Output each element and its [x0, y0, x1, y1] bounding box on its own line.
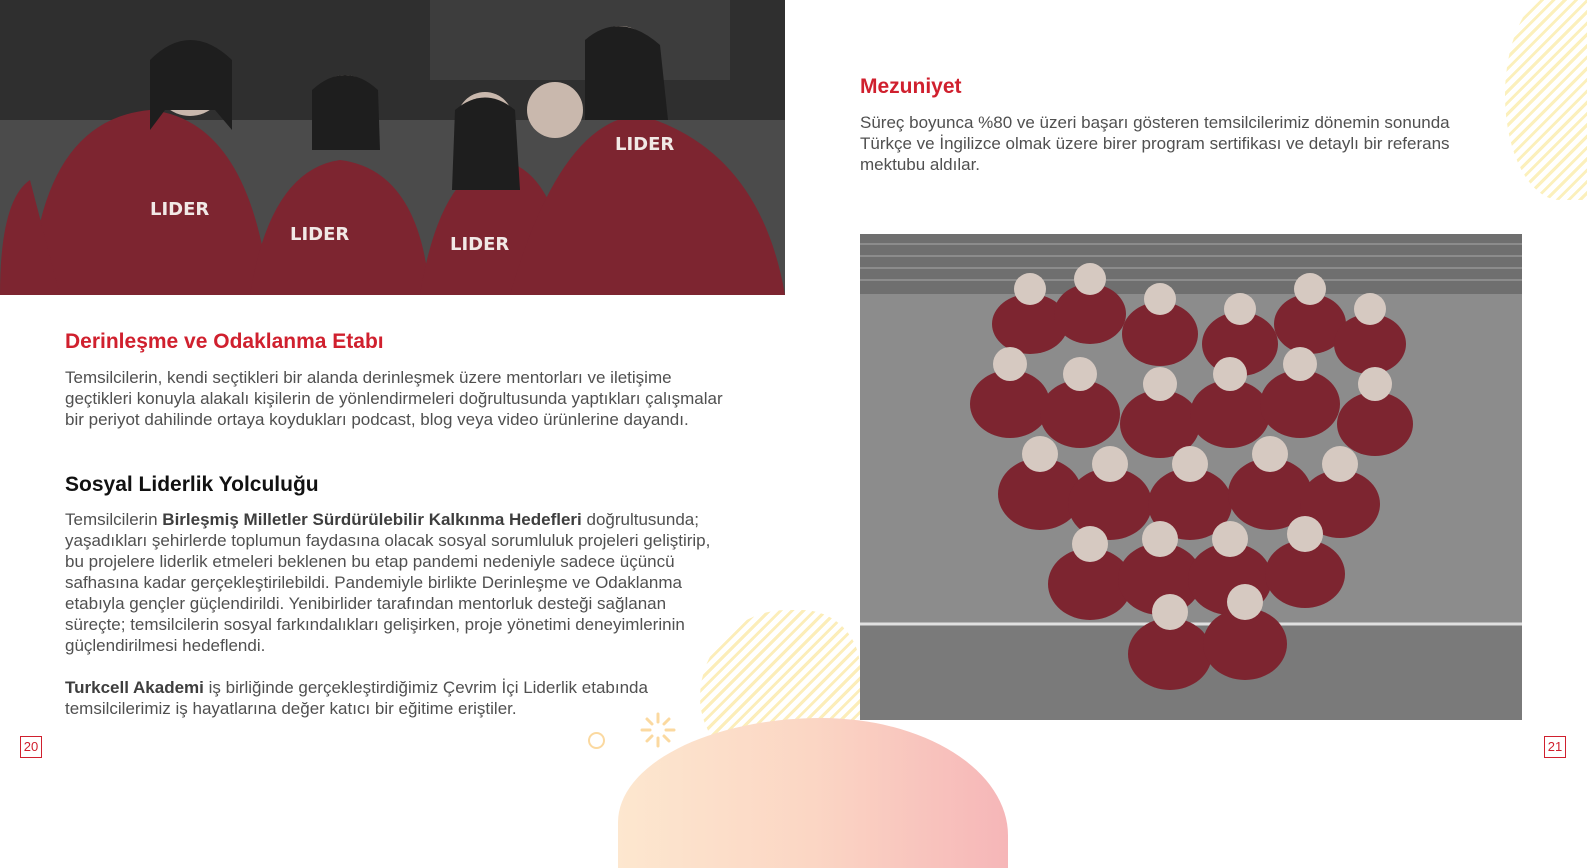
page-number-right: 21 — [1544, 736, 1566, 758]
ring-decoration — [588, 732, 605, 749]
page-number-left: 20 — [20, 736, 42, 758]
section-body-social-leadership: Temsilcilerin Birleşmiş Milletler Sürdürülebilir Kalkınma Hedefleri doğrultusunda; yaşadıkları şehirlerde toplumun faydasına olacak sosyal sorumluluk projeleri geliştirip, bu projelere liderlik etmeleri beklenen bu etap pandemi nedeniyle sadece üçüncü safhasına kadar gerçekleştirilebildi. Pandemiyle birlikte Derinleşme ve Odaklanma etabıyla gençler güçlendirildi. Yenibirlider tarafından mentorluk desteği sağlanan süreçte; temsilcilerin sosyal farkındalıkları gelişirken, proje yönetimi deneyimlerinin güçlendirilmesi hedeflendi. — [65, 510, 711, 655]
burst-decoration — [640, 712, 676, 748]
section-body-deepening: Temsilcilerin, kendi seçtikleri bir alanda derinleşmek üzere mentorları ve iletişime geçtikleri konuyla alakalı kişilerin de yönlendirmeleri doğrultusunda yaptıkları çalışmalar bir periyot dahilinde ortaya koydukları podcast, blog veya video ürünlerine dayandı. — [65, 368, 723, 429]
striped-decoration-right — [1505, 0, 1587, 200]
svg-text:LIDER: LIDER — [450, 234, 510, 255]
group-selfie-photo — [0, 0, 785, 295]
svg-text:LIDER: LIDER — [150, 199, 210, 220]
section-body-graduation: Süreç boyunca %80 ve üzeri başarı gösteren temsilcilerimiz dönemin sonunda Türkçe ve İngilizce olmak üzere birer program sertifikası ve detaylı bir referans mektubu aldılar. — [860, 113, 1450, 174]
section-title-social-leadership: Sosyal Liderlik Yolculuğu — [65, 473, 319, 496]
section-body-turkcell: Turkcell Akademi iş birliğinde gerçekleştirdiğimiz Çevrim İçi Liderlik etabında temsilcilerimiz iş hayatlarına değer katıcı bir eğitime eriştiler. — [65, 678, 648, 718]
pastel-blob-decoration — [618, 718, 1008, 868]
sdg-bold-text: Birleşmiş Milletler Sürdürülebilir Kalkınma Hedefleri — [162, 510, 582, 529]
turkcell-akademi-bold-text: Turkcell Akademi — [65, 678, 204, 697]
section-title-deepening: Derinleşme ve Odaklanma Etabı — [65, 330, 384, 353]
section-title-graduation: Mezuniyet — [860, 75, 962, 98]
group-overhead-photo — [860, 234, 1522, 720]
svg-text:LIDER: LIDER — [615, 134, 675, 155]
svg-text:LIDER: LIDER — [290, 224, 350, 245]
